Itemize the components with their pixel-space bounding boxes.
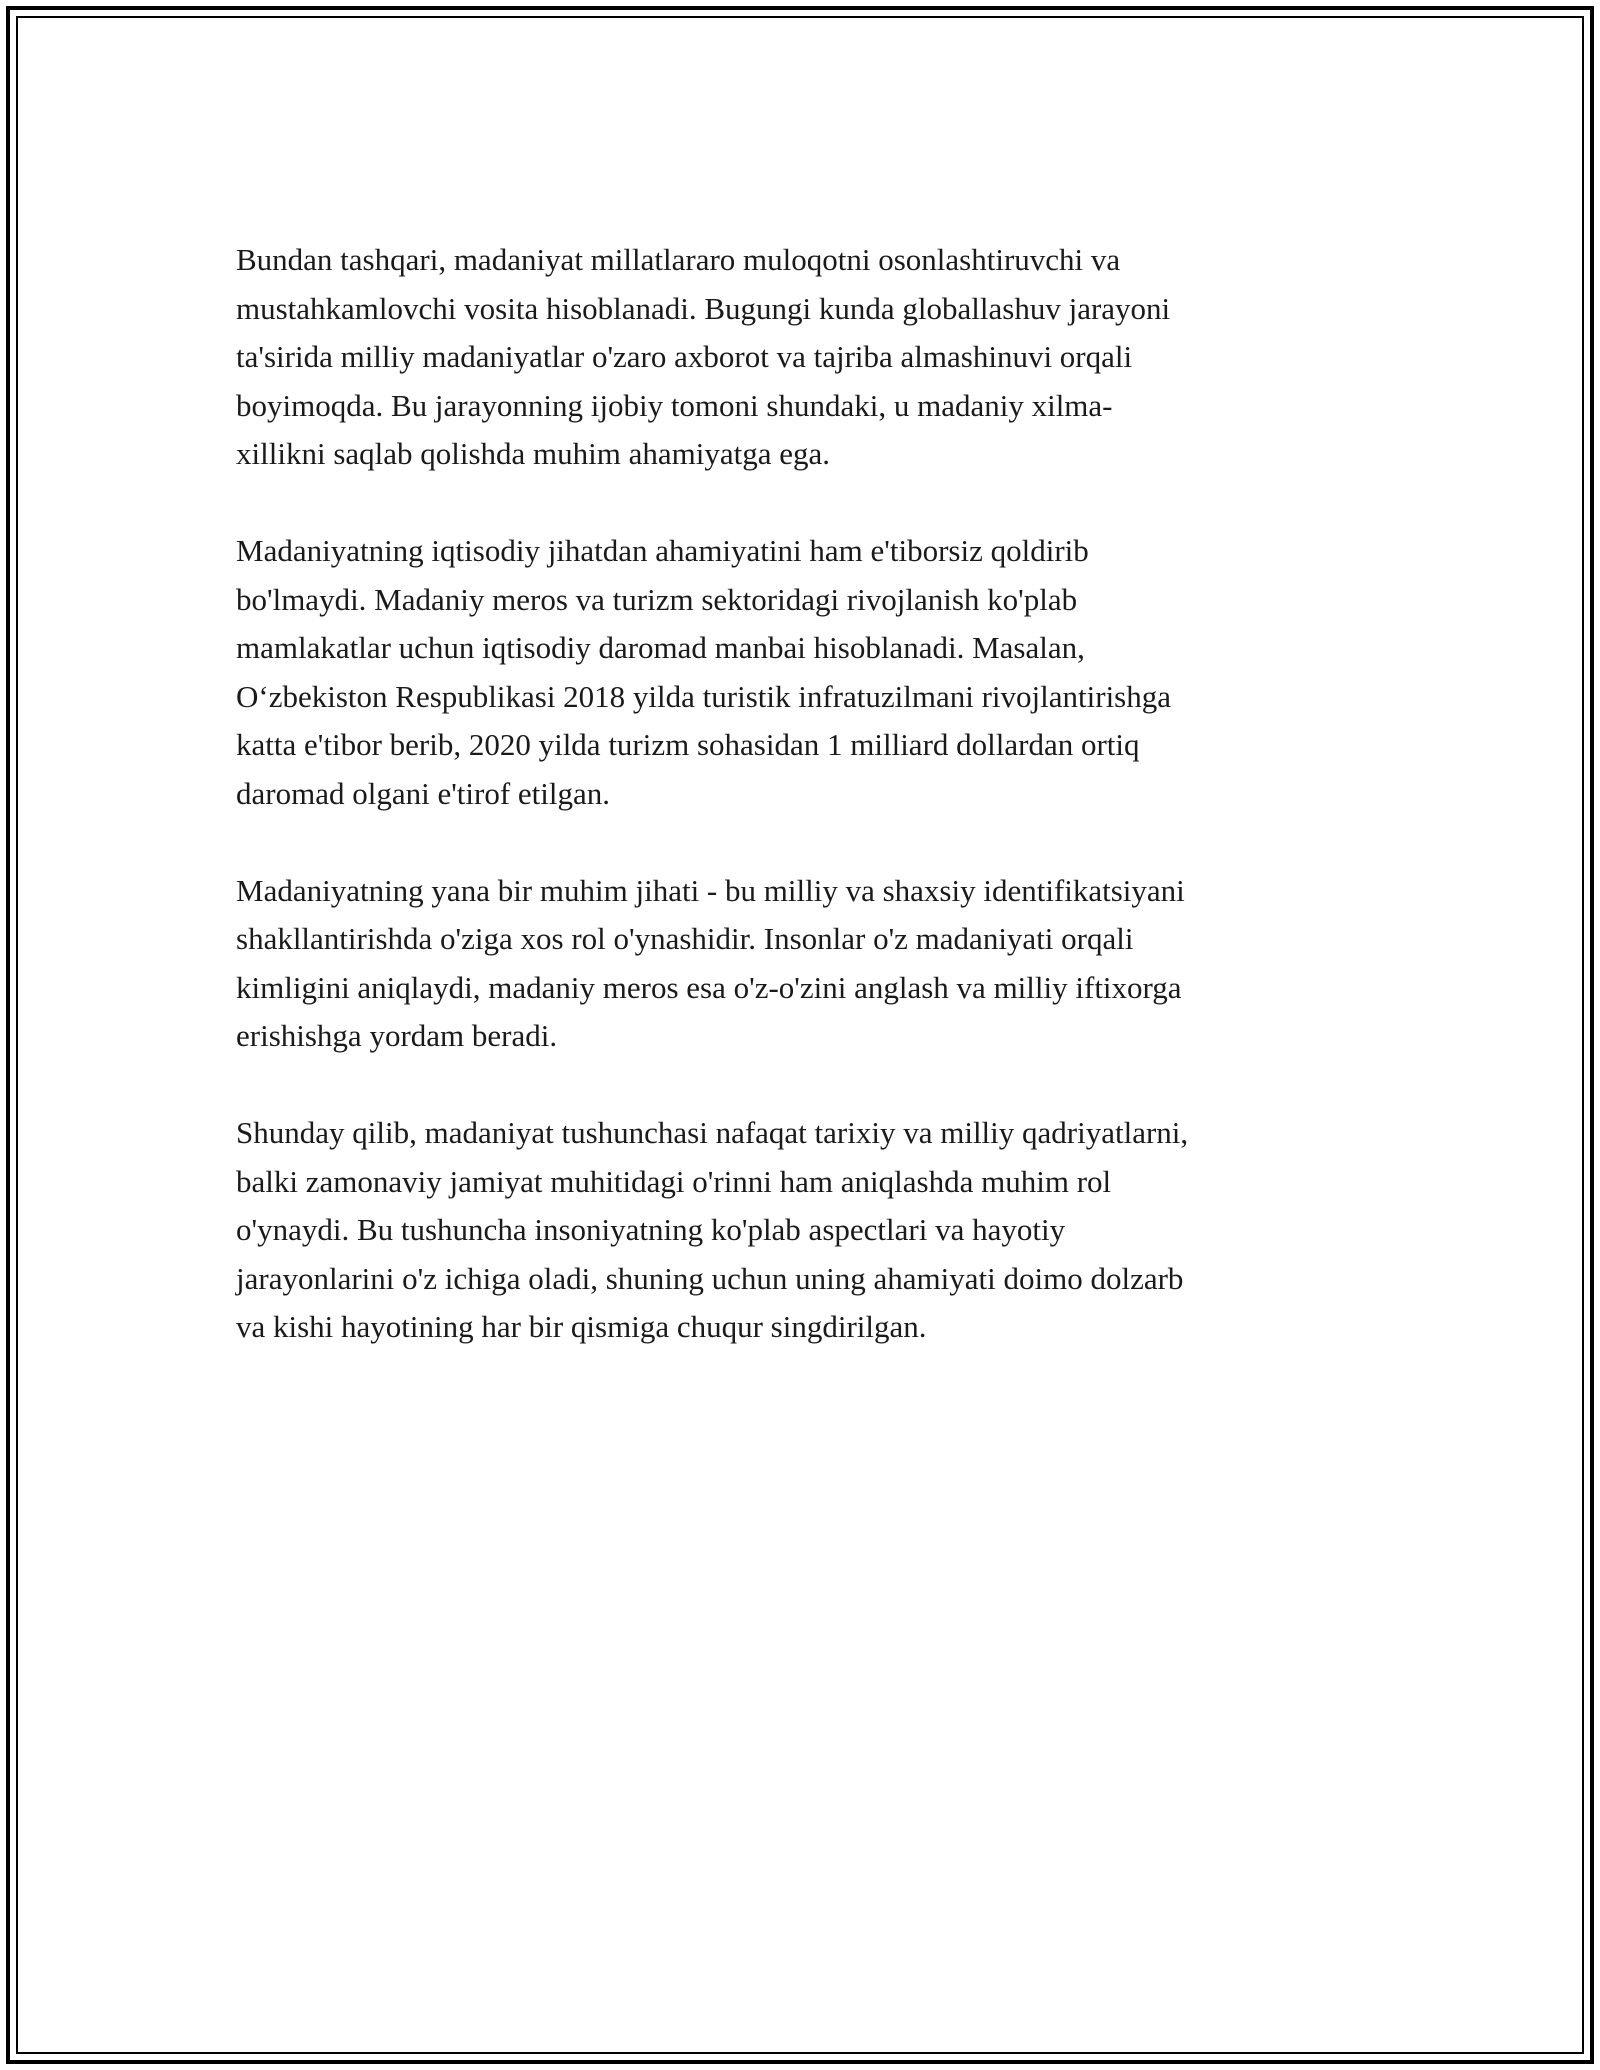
text-line: va kishi hayotining har bir qismiga chuqur singdirilgan. (236, 1309, 927, 1344)
text-line: erishishga yordam beradi. (236, 1018, 558, 1053)
text-line: Madaniyatning yana bir muhim jihati - bu milliy va shaxsiy identifikatsiyani (236, 872, 1185, 908)
paragraph-identity (236, 867, 1386, 1061)
text-line: Bundan tashqari, madaniyat millatlararo muloqotni osonlashtiruvchi va (236, 242, 1121, 277)
text-line: mustahkamlovchi vosita hisoblanadi. Bugungi kunda globallashuv jarayoni (236, 290, 1171, 326)
text-line: daromad olgani e'tirof etilgan. (236, 775, 611, 811)
text-line: Madaniyatning iqtisodiy jihatdan ahamiyatini ham e'tiborsiz qoldirib (236, 533, 1089, 568)
text-line: kimligini aniqlaydi, madaniy meros esa o'z-o'zini anglash va milliy iftixorga (236, 969, 1182, 1005)
text-line: mamlakatlar uchun iqtisodiy daromad manbai hisoblanadi. Masalan, (236, 630, 1085, 665)
text-line: balki zamonaviy jamiyat muhitidagi o'rinni ham aniqlashda muhim rol (236, 1163, 1112, 1199)
paragraph-cultural-dialogue (236, 236, 1386, 479)
text-line: katta e'tibor berib, 2020 yilda turizm sohasidan 1 milliard dollardan ortiq (236, 727, 1140, 762)
text-line: ta'sirida milliy madaniyatlar o'zaro axborot va tajriba almashinuvi orqali (236, 339, 1133, 374)
paragraph-economic-importance (236, 527, 1386, 818)
text-line: shakllantirishda o'ziga xos rol o'ynashidir. Insonlar o'z madaniyati orqali (236, 921, 1134, 956)
text-line: Shunday qilib, madaniyat tushunchasi nafaqat tarixiy va milliy qadriyatlarni, (236, 1115, 1189, 1150)
text-line: o'ynaydi. Bu tushuncha insoniyatning ko'plab aspectlari va hayotiy (236, 1212, 1066, 1247)
text-line: bo'lmaydi. Madaniy meros va turizm sektoridagi rivojlanish ko'plab (236, 581, 1078, 617)
text-line: jarayonlarini o'z ichiga oladi, shuning uchun uning ahamiyati doimo dolzarb (236, 1260, 1184, 1296)
text-line: O‘zbekiston Respublikasi 2018 yilda turistik infratuzilmani rivojlantirishga (236, 678, 1172, 714)
document-body (236, 236, 1386, 1400)
text-line: boyimoqda. Bu jarayonning ijobiy tomoni shundaki, u madaniy xilma- (236, 387, 1113, 423)
text-line: xillikni saqlab qolishda muhim ahamiyatga ega. (236, 436, 831, 471)
paragraph-conclusion (236, 1109, 1386, 1352)
